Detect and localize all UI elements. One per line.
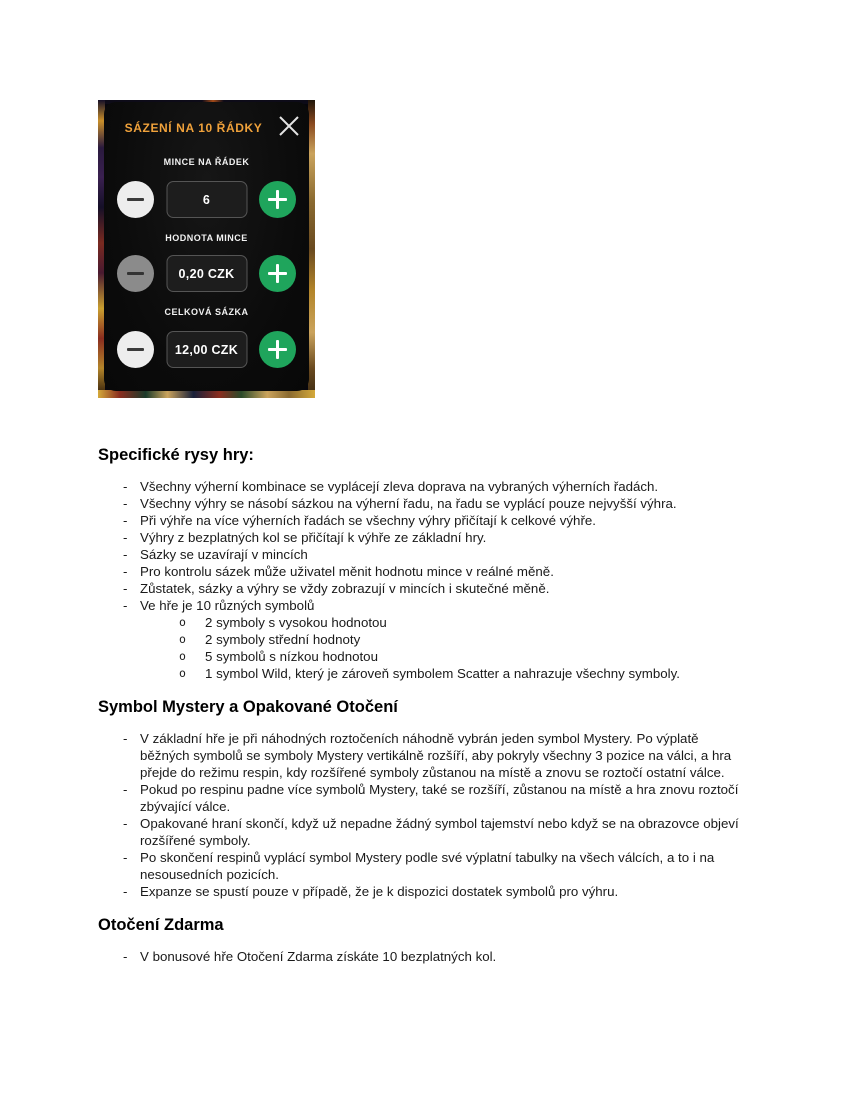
list-item xyxy=(98,730,750,781)
section-heading: Symbol Mystery a Opakované Otočení xyxy=(98,698,398,716)
list-item-text: Všechny výhry se násobí sázkou na výherní řadu, na řadu se vyplácí pouze nejvyšší výhra. xyxy=(140,496,677,511)
coin-value-label: HODNOTA MINCE xyxy=(165,233,248,243)
bullet-marker: - xyxy=(123,598,128,613)
coins-per-line-stepper xyxy=(104,181,309,219)
section-free-spins xyxy=(98,915,750,965)
minus-button[interactable] xyxy=(117,181,154,218)
list-item-text: Pro kontrolu sázek může uživatel měnit hodnotu mince v reálné měně. xyxy=(140,564,554,579)
list-item xyxy=(98,815,750,849)
list-item-text: 2 symboly střední hodnoty xyxy=(205,632,361,647)
coin-value-stepper xyxy=(104,255,309,293)
minus-button[interactable] xyxy=(117,331,154,368)
list-item-text: Ve hře je 10 různých symbolů xyxy=(140,598,315,613)
list-item xyxy=(98,563,750,580)
bullet-marker: - xyxy=(123,496,128,511)
bullet-marker: - xyxy=(123,479,128,494)
list-item xyxy=(98,597,750,614)
plus-button[interactable] xyxy=(259,255,296,292)
bullet-marker: - xyxy=(123,850,128,865)
bet-settings-dialog xyxy=(104,102,309,391)
bullet-marker: - xyxy=(123,564,128,579)
total-bet-label: CELKOVÁ SÁZKA xyxy=(164,307,249,317)
bet-settings-screenshot xyxy=(98,100,315,398)
list-item xyxy=(98,580,750,597)
list-item xyxy=(98,529,750,546)
coin-value-value: 0,20 CZK xyxy=(166,255,247,292)
plus-icon xyxy=(268,264,287,283)
bullet-list xyxy=(98,478,750,682)
section-heading: Otočení Zdarma xyxy=(98,916,224,934)
minus-icon xyxy=(127,198,144,202)
close-icon xyxy=(276,113,302,139)
plus-button[interactable] xyxy=(259,181,296,218)
total-bet-stepper xyxy=(104,331,309,369)
list-item xyxy=(98,883,750,900)
list-item xyxy=(98,614,750,631)
list-item xyxy=(98,648,750,665)
bullet-marker: - xyxy=(123,581,128,596)
coins-per-line-label: MINCE NA ŘÁDEK xyxy=(163,157,250,167)
bullet-list xyxy=(98,948,750,965)
list-item-text: 1 symbol Wild, který je zároveň symbolem Scatter a nahrazuje všechny symboly. xyxy=(205,666,680,681)
section-game-features xyxy=(98,445,750,682)
section-mystery-respin xyxy=(98,697,750,900)
coins-per-line-value: 6 xyxy=(166,181,247,218)
minus-button-disabled[interactable] xyxy=(117,255,154,292)
list-item-text: 2 symboly s vysokou hodnotou xyxy=(205,615,387,630)
minus-icon xyxy=(127,272,144,276)
bullet-marker: - xyxy=(123,949,128,964)
bullet-marker: - xyxy=(123,884,128,899)
bullet-marker: o xyxy=(179,615,186,629)
list-item xyxy=(98,849,750,883)
list-item-text: V bonusové hře Otočení Zdarma získáte 10 bezplatných kol. xyxy=(140,949,497,964)
list-item-text: Výhry z bezplatných kol se přičítají k výhře ze základní hry. xyxy=(140,530,487,545)
game-art-border-right xyxy=(308,100,315,398)
plus-icon xyxy=(268,340,287,359)
bullet-marker: - xyxy=(123,731,128,746)
bullet-marker: - xyxy=(123,547,128,562)
list-item xyxy=(98,478,750,495)
section-heading: Specifické rysy hry: xyxy=(98,446,254,464)
list-item xyxy=(98,631,750,648)
dialog-title: SÁZENÍ NA 10 ŘÁDKY xyxy=(124,121,263,135)
close-button[interactable] xyxy=(276,113,302,139)
list-item xyxy=(98,781,750,815)
bullet-marker: o xyxy=(179,632,186,646)
list-item-text: Expanze se spustí pouze v případě, že je k dispozici dostatek symbolů pro výhru. xyxy=(140,884,619,899)
bullet-marker: - xyxy=(123,513,128,528)
list-item xyxy=(98,512,750,529)
bullet-marker: - xyxy=(123,816,128,831)
minus-icon xyxy=(127,348,144,352)
plus-button[interactable] xyxy=(259,331,296,368)
list-item-text: Zůstatek, sázky a výhry se vždy zobrazují v mincích i skutečné měně. xyxy=(140,581,550,596)
bullet-marker: o xyxy=(179,666,186,680)
plus-icon xyxy=(268,190,287,209)
list-item-text: 5 symbolů s nízkou hodnotou xyxy=(205,649,378,664)
list-item-text: Opakované hraní skončí, když už nepadne žádný symbol tajemství nebo když se na obrazovce objeví rozšířené symboly. xyxy=(140,816,739,848)
bullet-list xyxy=(98,730,750,900)
list-item xyxy=(98,495,750,512)
list-item xyxy=(98,665,750,682)
list-item-text: Při výhře na více výherních řadách se všechny výhry přičítají k celkové výhře. xyxy=(140,513,596,528)
bullet-marker: o xyxy=(179,649,186,663)
game-art-border-bottom xyxy=(98,390,315,398)
bullet-marker: - xyxy=(123,782,128,797)
bullet-marker: - xyxy=(123,530,128,545)
list-item xyxy=(98,948,750,965)
total-bet-value: 12,00 CZK xyxy=(166,331,247,368)
list-item-text: Pokud po respinu padne více symbolů Mystery, také se rozšíří, zůstanou na místě a hra znovu roztočí zbývající válce. xyxy=(140,782,739,814)
list-item-text: Po skončení respinů vyplácí symbol Mystery podle své výplatní tabulky na všech válcích, a to i na nesousedních pozicích. xyxy=(140,850,715,882)
list-item-text: V základní hře je při náhodných roztočeních náhodně vybrán jeden symbol Mystery. Po výplatě běžných symbolů se symboly Mystery vertikálně rozšíří, aby pokryly všechny 3 pozice na válci, a hra přejde do režimu respin, kdy rozšířené symboly zůstanou na místě a znovu se roztočí ostatní válce. xyxy=(140,731,732,780)
list-item xyxy=(98,546,750,563)
document-body xyxy=(98,445,750,965)
list-item-text: Sázky se uzavírají v mincích xyxy=(140,547,308,562)
list-item-text: Všechny výherní kombinace se vyplácejí zleva doprava na vybraných výherních řadách. xyxy=(140,479,659,494)
